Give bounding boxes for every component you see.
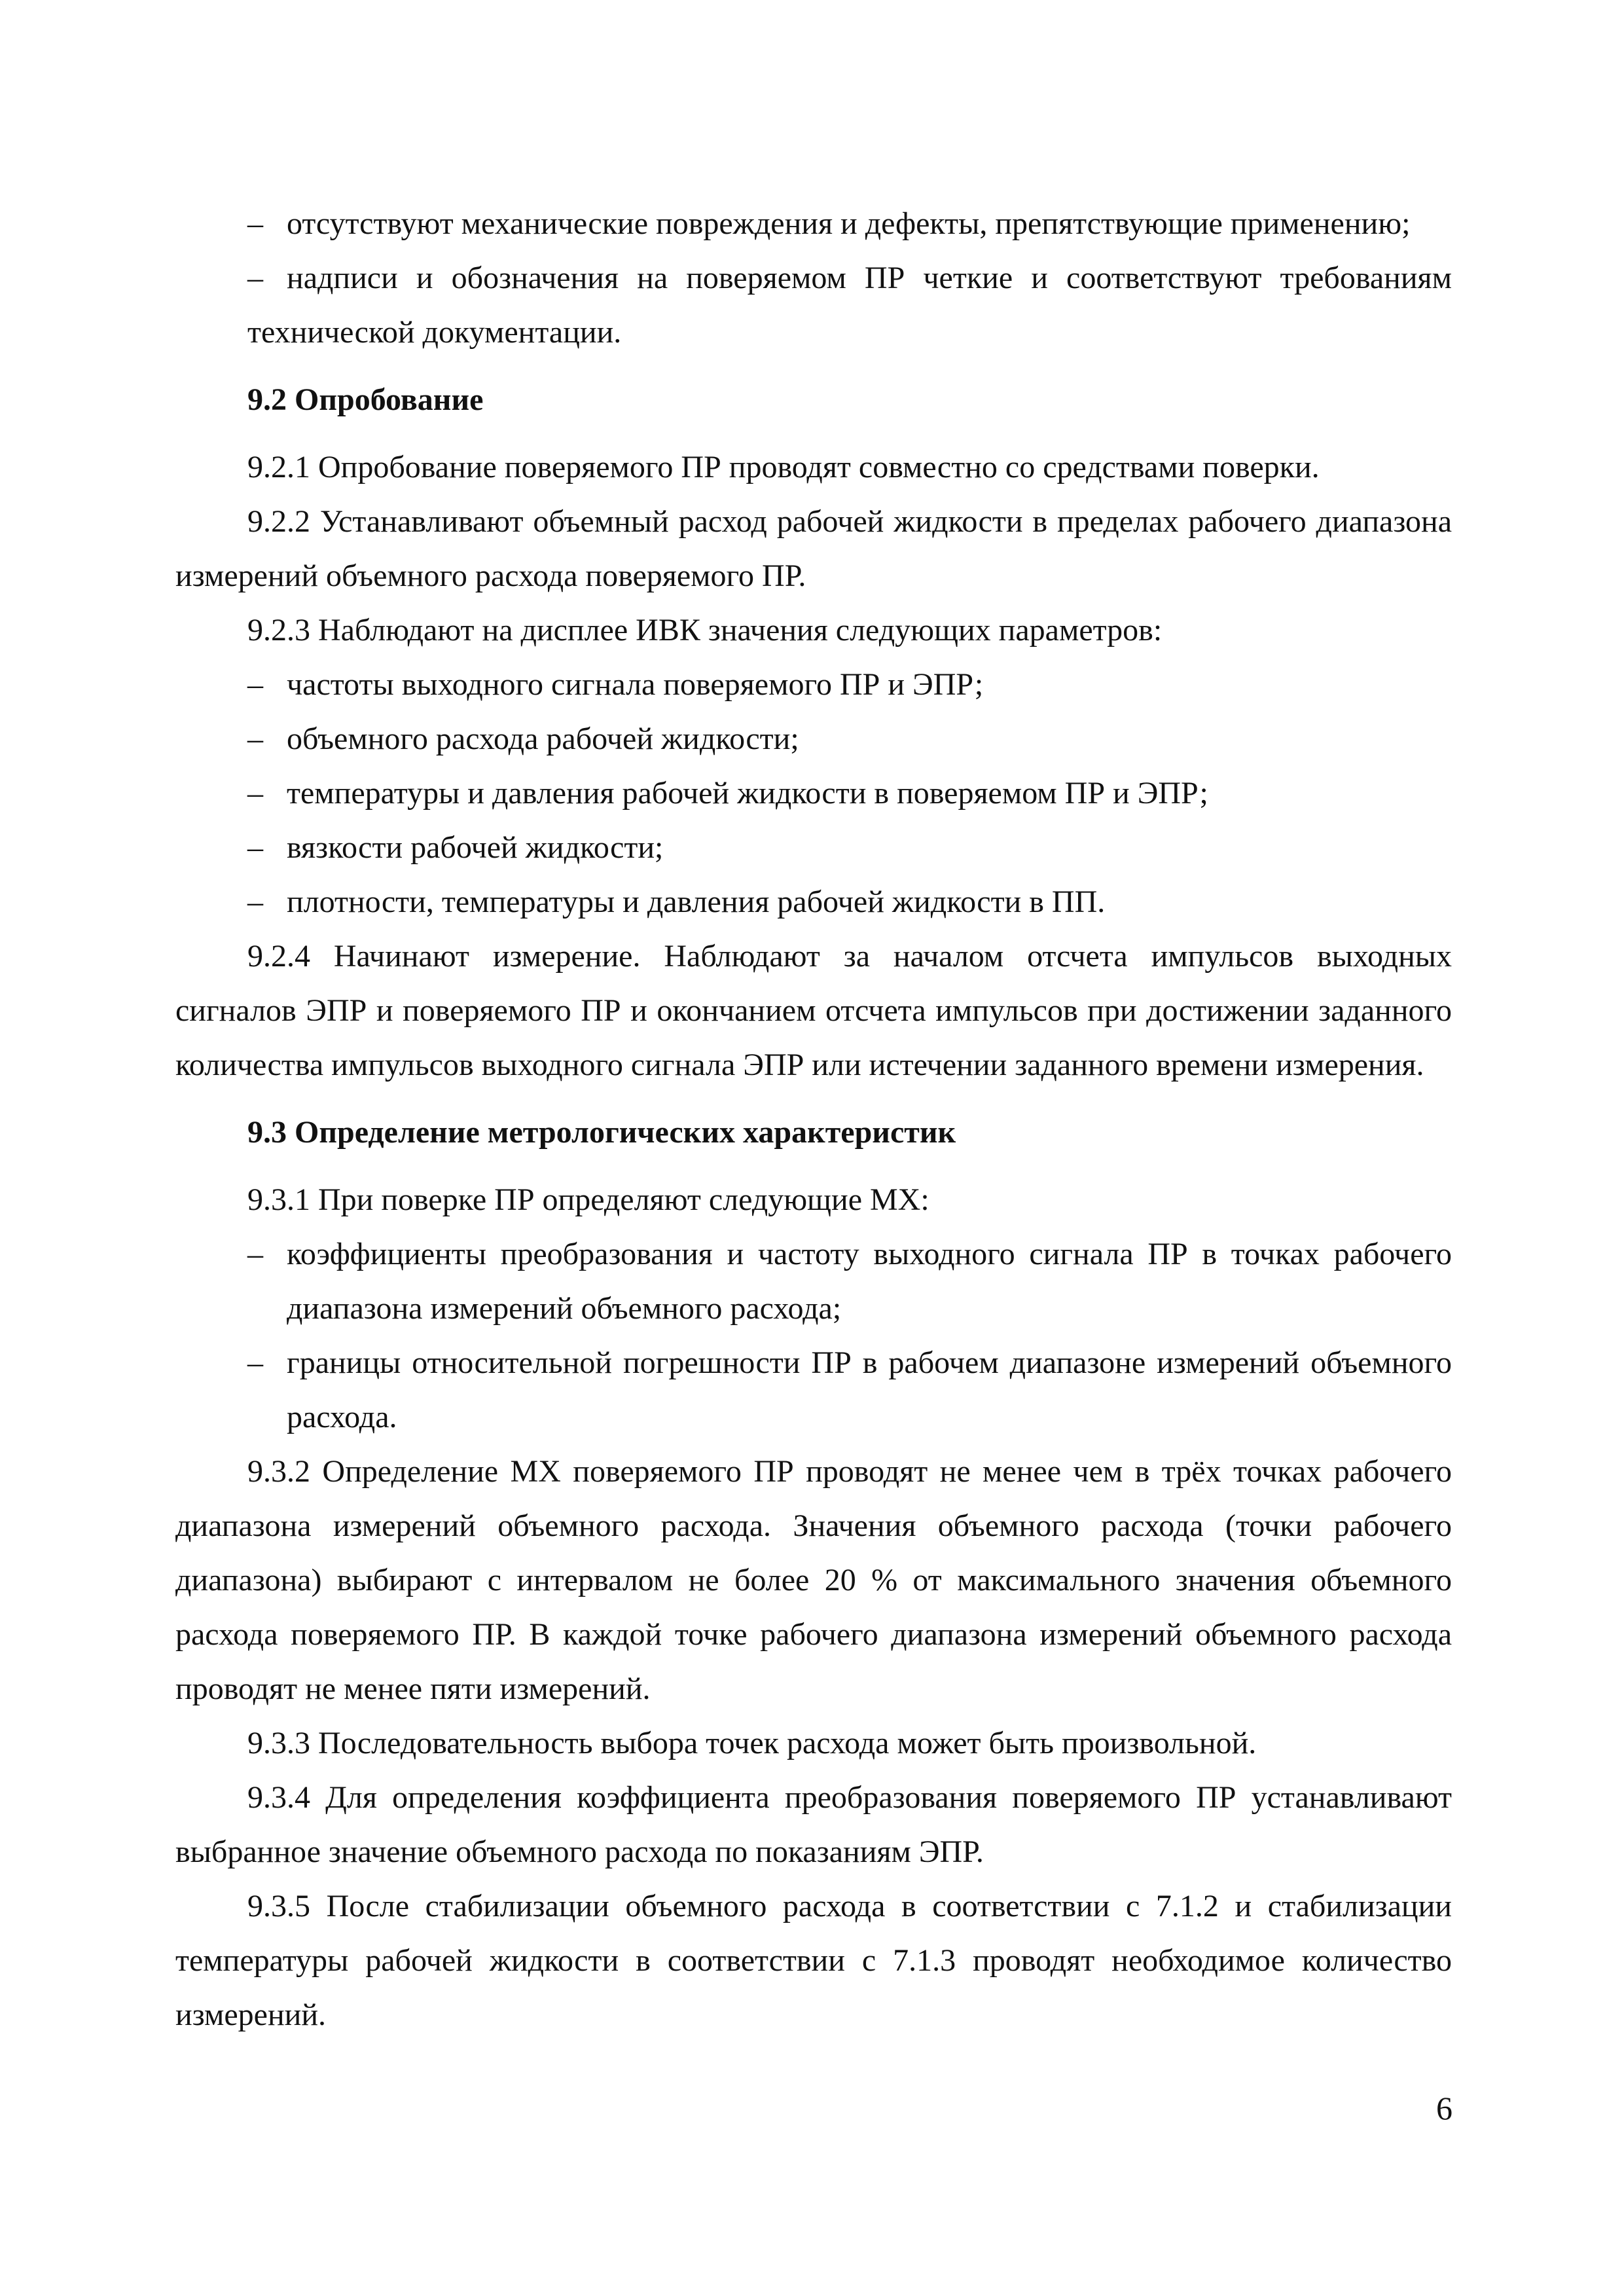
paragraph-9-2-1: 9.2.1 Опробование поверяемого ПР проводят совместно со средствами поверки. (247, 450, 1320, 484)
list-item-text: границы относительной погрешности ПР в рабочем диапазоне измерений объемного расхода. (287, 1345, 1452, 1434)
list-item-9-2-3-2 (175, 712, 1452, 766)
list-item-text: надписи и обозначения на поверяемом ПР четкие и соответствуют требованиям технической документации. (247, 261, 1452, 350)
dash-mark: – (247, 1237, 263, 1271)
dash-mark: – (247, 721, 263, 756)
list-item-text: коэффициенты преобразования и частоту выходного сигнала ПР в точках рабочего диапазона измерений объемного расхода; (287, 1237, 1452, 1326)
document-body (175, 196, 1452, 2042)
dash-mark: – (247, 830, 263, 865)
dash-mark: – (247, 1345, 263, 1380)
dash-mark: – (247, 884, 263, 919)
list-item-text: температуры и давления рабочей жидкости в поверяемом ПР и ЭПР; (287, 776, 1208, 811)
dash-mark: – (247, 206, 263, 241)
paragraph-9-3-2: 9.3.2 Определение МХ поверяемого ПР проводят не менее чем в трёх точках рабочего диапазона измерений объемного расхода. Значения объемного расхода (точки рабочего диапазона) выбирают с интервалом не более 20 % от максимального значения объемного расхода поверяемого ПР. В каждой точке рабочего диапазона измерений объемного расхода проводят не менее пяти измерений. (175, 1454, 1452, 1706)
paragraph-9-3-3: 9.3.3 Последовательность выбора точек расхода может быть произвольной. (247, 1726, 1257, 1760)
dash-mark: – (247, 667, 263, 702)
paragraph-9-2-4: 9.2.4 Начинают измерение. Наблюдают за началом отсчета импульсов выходных сигналов ЭПР и поверяемого ПР и окончанием отсчета импульсов при достижении заданного количества импульсов выходного сигнала ЭПР или истечении заданного времени измерения. (175, 939, 1452, 1082)
paragraph-9-3-1: 9.3.1 При поверке ПР определяют следующие МХ: (247, 1182, 929, 1217)
paragraph-9-3-5: 9.3.5 После стабилизации объемного расхода в соответствии с 7.1.2 и стабилизации температуры рабочей жидкости в соответствии с 7.1.3 проводят необходимое количество измерений. (175, 1889, 1452, 2032)
list-item-9-2-3-3 (175, 766, 1452, 820)
section-9-3-heading: 9.3 Определение метрологических характеристик (247, 1115, 956, 1150)
paragraph-9-2-3: 9.2.3 Наблюдают на дисплее ИВК значения следующих параметров: (247, 613, 1163, 647)
page-number: 6 (1436, 2090, 1453, 2126)
list-item-top-1 (175, 196, 1452, 251)
dash-mark: – (247, 261, 263, 295)
list-item-text: плотности, температуры и давления рабочей жидкости в ПП. (287, 884, 1106, 919)
section-9-2-heading: 9.2 Опробование (247, 382, 484, 417)
list-item-text: отсутствуют механические повреждения и дефекты, препятствующие применению; (287, 206, 1411, 241)
list-item-top-2 (175, 251, 1452, 359)
list-item-9-2-3-4 (175, 820, 1452, 875)
list-item-text: вязкости рабочей жидкости; (287, 830, 664, 865)
list-item-text: объемного расхода рабочей жидкости; (287, 721, 799, 756)
paragraph-9-2-2: 9.2.2 Устанавливают объемный расход рабочей жидкости в пределах рабочего диапазона измерений объемного расхода поверяемого ПР. (175, 504, 1452, 593)
paragraph-9-3-4: 9.3.4 Для определения коэффициента преобразования поверяемого ПР устанавливают выбранное значение объемного расхода по показаниям ЭПР. (175, 1780, 1452, 1869)
dash-mark: – (247, 776, 263, 811)
list-item-9-3-1-1 (175, 1227, 1452, 1336)
list-item-9-2-3-5 (175, 875, 1452, 929)
list-item-9-3-1-2 (175, 1336, 1452, 1444)
list-item-text: частоты выходного сигнала поверяемого ПР и ЭПР; (287, 667, 984, 702)
list-item-9-2-3-1 (175, 657, 1452, 712)
